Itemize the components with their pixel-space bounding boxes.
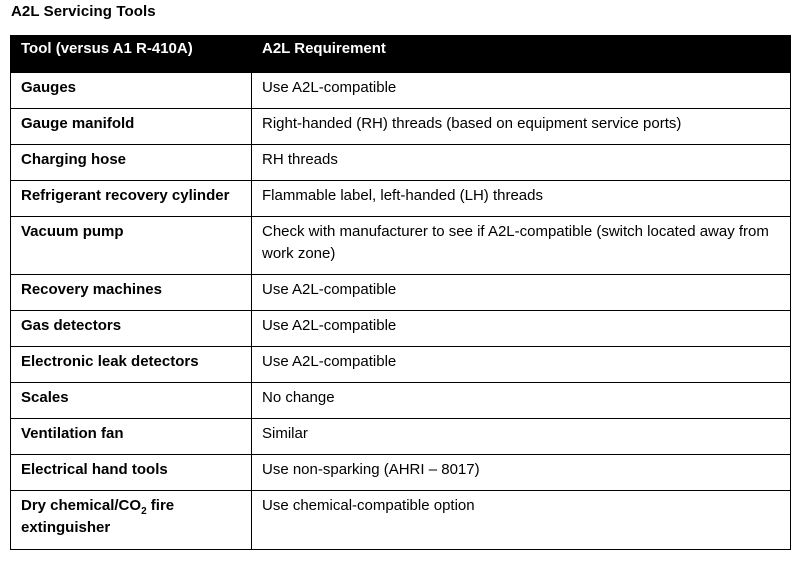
tool-cell: Electronic leak detectors: [11, 347, 252, 383]
servicing-tools-table: [10, 35, 791, 550]
requirement-cell: RH threads: [252, 145, 791, 181]
requirement-cell: Flammable label, left-handed (LH) threads: [252, 181, 791, 217]
requirement-cell: No change: [252, 383, 791, 419]
table-row: [11, 347, 791, 383]
requirement-cell: Use chemical-compatible option: [252, 491, 791, 550]
document-title: A2L Servicing Tools: [11, 3, 156, 20]
table-row: [11, 383, 791, 419]
requirement-cell: Similar: [252, 419, 791, 455]
tool-cell: Scales: [11, 383, 252, 419]
tool-cell: Gas detectors: [11, 311, 252, 347]
table-row: [11, 73, 791, 109]
tool-cell: Gauge manifold: [11, 109, 252, 145]
tool-cell: Ventilation fan: [11, 419, 252, 455]
tool-cell: Gauges: [11, 73, 252, 109]
table-row: [11, 455, 791, 491]
requirement-cell: Right-handed (RH) threads (based on equipment service ports): [252, 109, 791, 145]
tool-cell: Electrical hand tools: [11, 455, 252, 491]
tool-text-prefix: Dry chemical/CO: [21, 497, 142, 514]
tool-text-subscript: 2: [141, 506, 147, 517]
table-row: [11, 217, 791, 275]
table-row: [11, 109, 791, 145]
tool-cell: Recovery machines: [11, 275, 252, 311]
column-header-tool: Tool (versus A1 R-410A): [11, 36, 252, 73]
tool-text-suffix: fire extinguisher: [21, 497, 175, 536]
table-row: [11, 275, 791, 311]
table-row: [11, 419, 791, 455]
requirement-cell: Use A2L-compatible: [252, 73, 791, 109]
requirement-cell: Check with manufacturer to see if A2L-compatible (switch located away from work zone): [252, 217, 791, 275]
table-row: [11, 491, 791, 550]
tool-cell: Charging hose: [11, 145, 252, 181]
table-row: [11, 145, 791, 181]
tool-cell: Refrigerant recovery cylinder: [11, 181, 252, 217]
column-header-requirement: A2L Requirement: [252, 36, 791, 73]
table-header-row: [11, 36, 791, 73]
requirement-cell: Use A2L-compatible: [252, 275, 791, 311]
table-row: [11, 181, 791, 217]
requirement-cell: Use non-sparking (AHRI – 8017): [252, 455, 791, 491]
tool-cell: [11, 491, 252, 550]
requirement-cell: Use A2L-compatible: [252, 311, 791, 347]
tool-cell: Vacuum pump: [11, 217, 252, 275]
table-row: [11, 311, 791, 347]
requirement-cell: Use A2L-compatible: [252, 347, 791, 383]
